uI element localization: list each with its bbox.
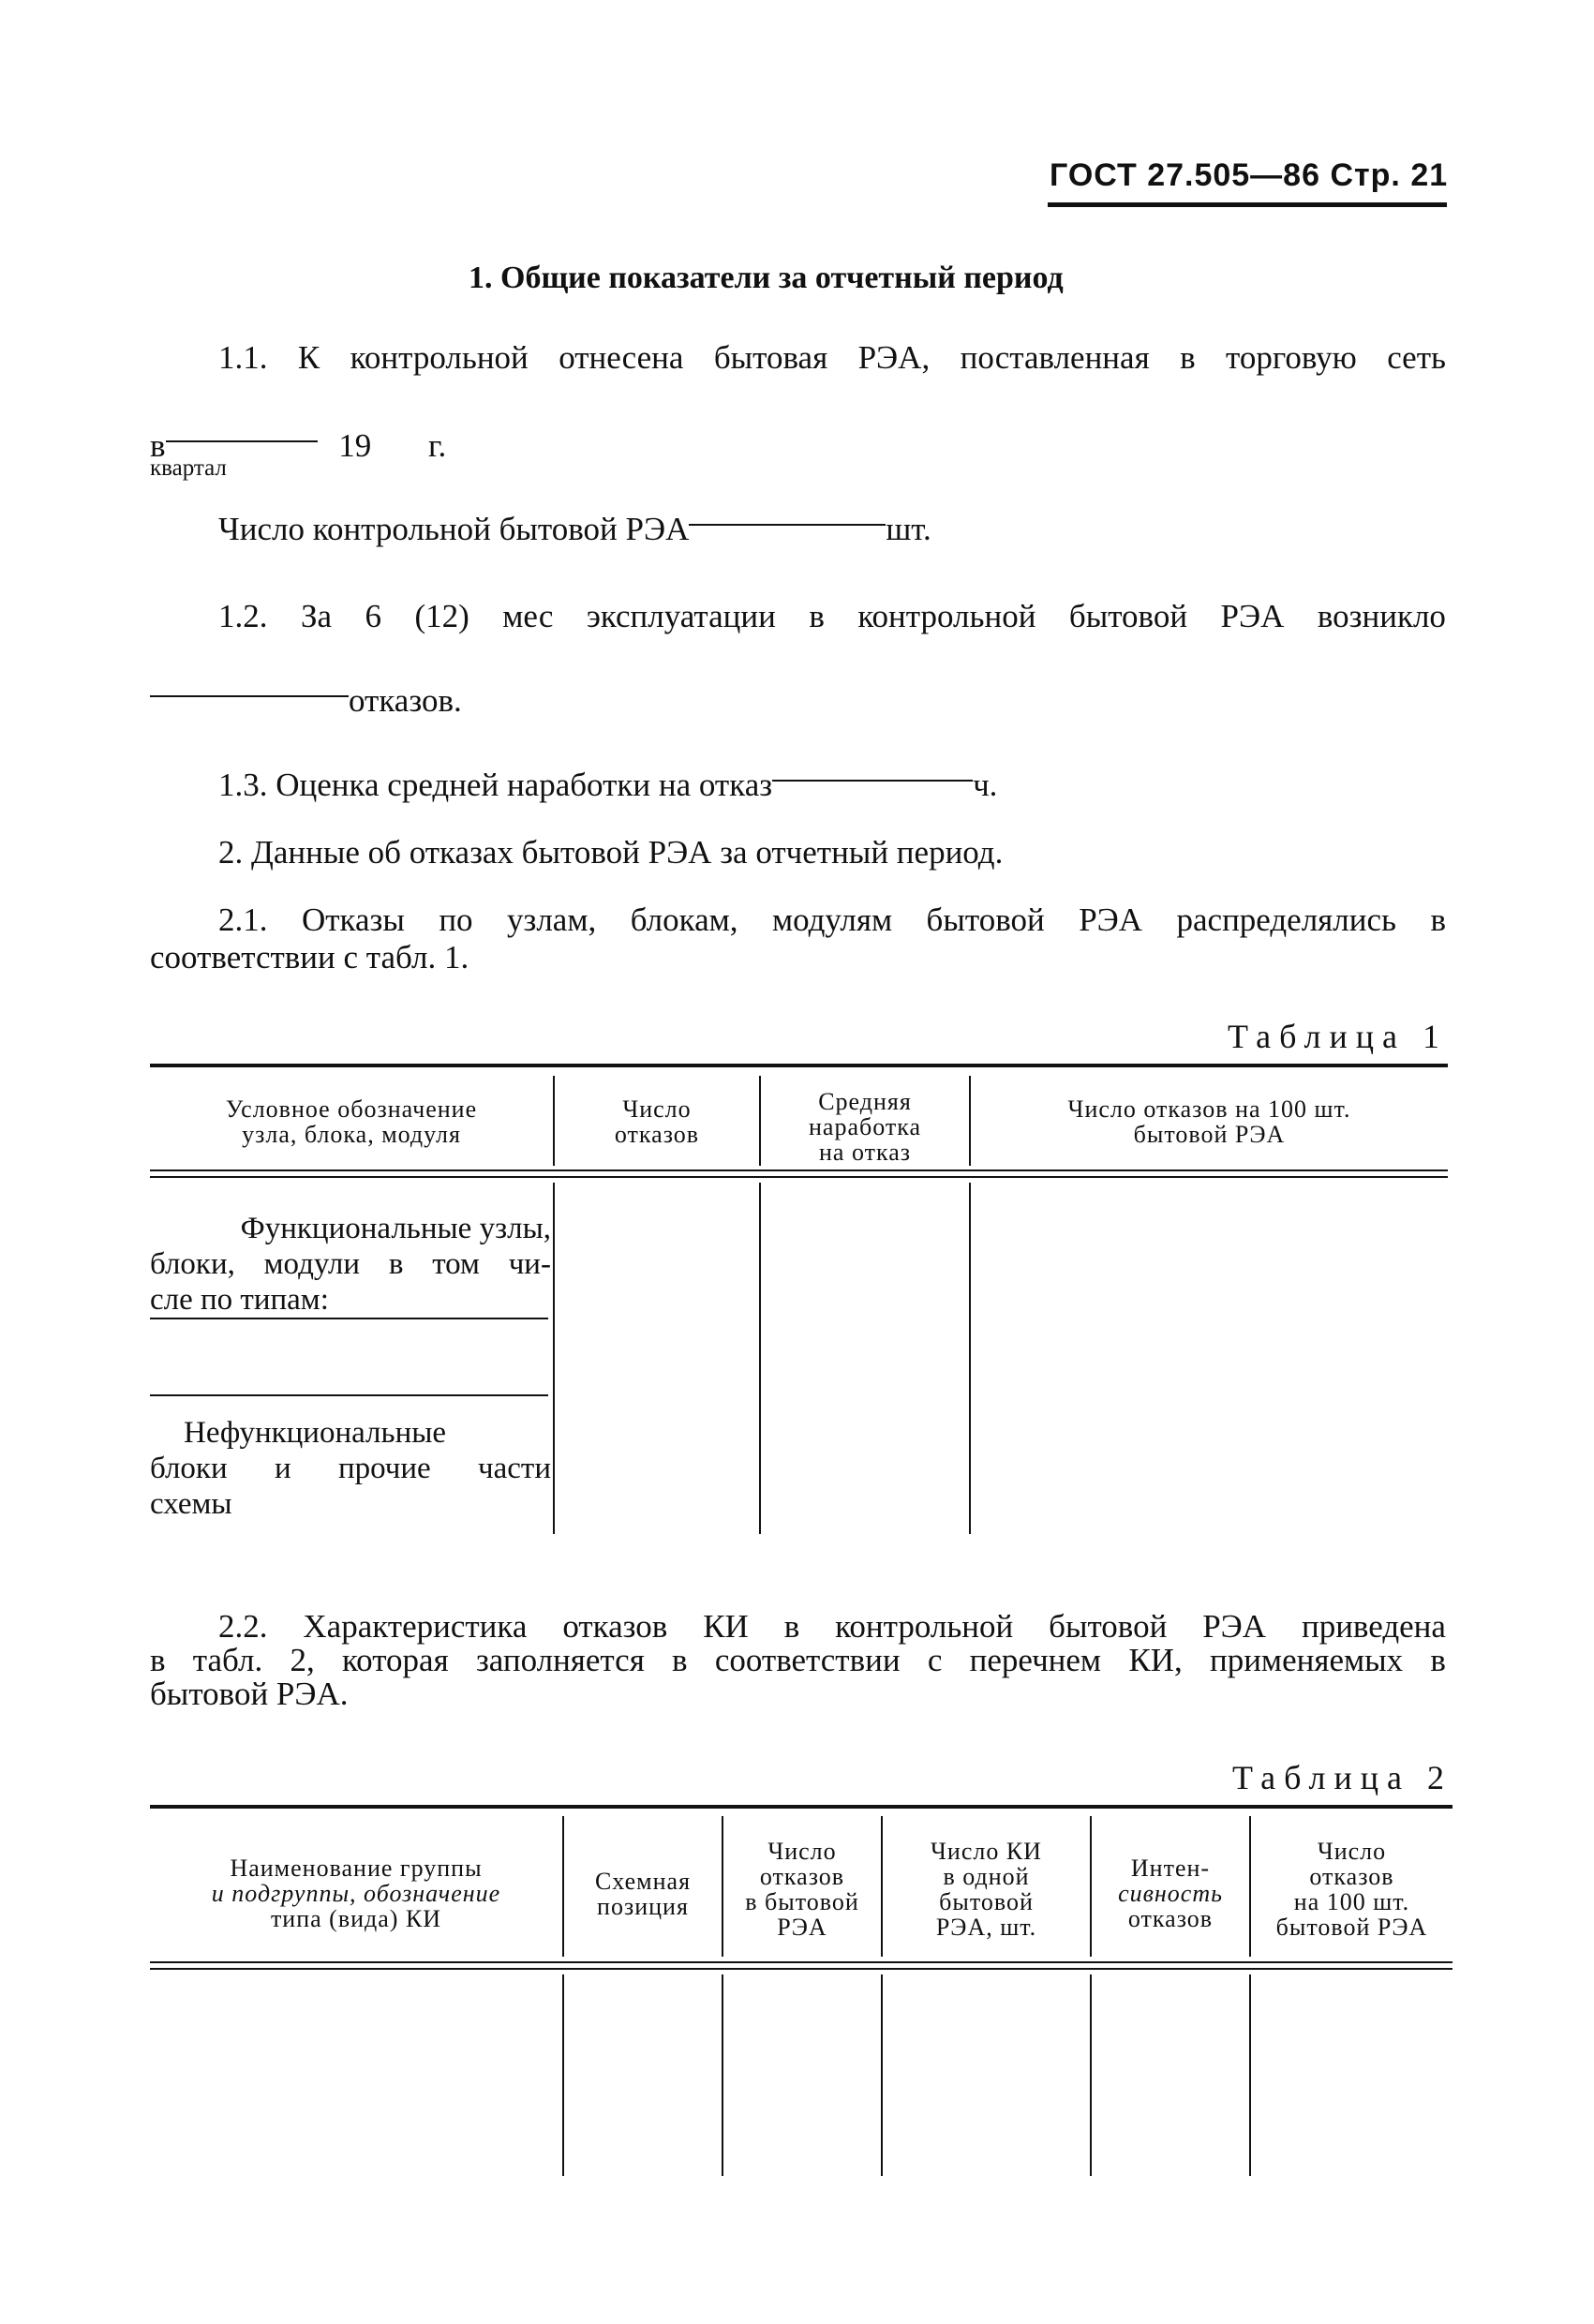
paragraph-2-2-line2-word: соответствии <box>714 1642 901 1678</box>
paragraph-2-1-word: 2.1. <box>218 901 268 938</box>
table-1-row-functional-line2-word: том <box>432 1247 480 1281</box>
table-1-caption: Таблица 1 <box>1228 1018 1448 1055</box>
mtbf-blank <box>772 780 973 782</box>
table-2-header-per100-line4: бытовой РЭА <box>1275 1914 1428 1941</box>
table-2-header-position-line1: Схемная <box>594 1868 692 1895</box>
paragraph-1-1-word: в <box>1180 339 1196 376</box>
paragraph-2-2-line1-word: Характеристика <box>303 1608 528 1645</box>
year-suffix: г. <box>428 427 447 464</box>
table-1-row-functional-line2-word: модули <box>263 1247 361 1281</box>
paragraph-1-2-word: бытовой <box>1068 598 1188 634</box>
table-1-row-nonfunctional <box>150 1415 551 1522</box>
table-1-row-functional-line1: Функциональные узлы, <box>240 1212 551 1245</box>
paragraph-1-1-word: бытовая <box>713 339 828 376</box>
paragraph-2-1-word: бытовой <box>926 901 1045 938</box>
table-2-header-name-line1: Наименование группы <box>230 1855 483 1882</box>
table-2-header-failures-line1: Число <box>767 1838 837 1865</box>
table-1-vline-b2 <box>759 1183 761 1534</box>
table-2-header-position-line2: позиция <box>597 1893 689 1920</box>
paragraph-1-2-word: За <box>300 598 333 634</box>
table-2-header-intensity <box>1092 1855 1249 1931</box>
table-2-header-per100-line1: Число <box>1317 1838 1387 1865</box>
table-1-header-rule-b <box>150 1176 1448 1178</box>
paragraph-1-2-word: 1.2. <box>218 598 268 634</box>
paragraph-2-1-word: Отказы <box>301 901 405 938</box>
paragraph-1-1-word: поставленная <box>960 339 1150 376</box>
table-2-header-per100 <box>1251 1839 1452 1940</box>
table-2-vline-b3 <box>881 1974 883 2176</box>
section-2-title: 2. Данные об отказах бытовой РЭА за отчетный период. <box>218 834 1004 871</box>
paragraph-2-2-line1-word: РЭА <box>1202 1608 1267 1645</box>
table-2-header-failures-line2: отказов <box>759 1863 845 1890</box>
paragraph-2-2-line2-word: в <box>672 1642 688 1678</box>
table-1-subrow-rule-1 <box>150 1318 548 1319</box>
paragraph-1-2-word: (12) <box>414 598 469 634</box>
paragraph-1-2-word: контрольной <box>857 598 1036 634</box>
table-1-row-functional-line2-word: блоки, <box>150 1247 235 1281</box>
table-2-vline-b5 <box>1249 1974 1251 2176</box>
table-1-row-nonfunctional-line3: схемы <box>150 1487 232 1521</box>
table-2-header-ki-count-line2: в одной <box>943 1863 1030 1890</box>
table-1-header-mtbf-line3: на отказ <box>818 1139 912 1166</box>
table-2-vline-b1 <box>562 1974 564 2176</box>
table-2-header-ki-count-line4: РЭА, шт. <box>935 1914 1037 1941</box>
quarter-caption: квартал <box>150 455 227 481</box>
table-1-subrow-rule-2 <box>150 1394 548 1396</box>
table-1-header-mtbf <box>761 1089 969 1165</box>
paragraph-2-2-line2-word: с <box>927 1642 943 1678</box>
table-2-vline-b2 <box>722 1974 723 2176</box>
table-1-row-functional-line2-word: в <box>388 1247 404 1281</box>
paragraph-2-1-line2: соответствии с табл. 1. <box>150 939 469 976</box>
table-1-header-designation-line2: узла, блока, модуля <box>242 1121 461 1148</box>
table-2-header-ki-count <box>883 1839 1090 1940</box>
table-2-header-name-line2: и подгруппы, обозначение <box>211 1880 501 1907</box>
paragraph-2-2-line1-word: бытовой <box>1049 1608 1168 1645</box>
paragraph-2-1-word: по <box>439 901 473 938</box>
table-2-header-failures-line3: в бытовой <box>745 1888 859 1915</box>
quarter-prefix: в <box>150 427 166 464</box>
paragraph-2-1-line1 <box>218 901 1446 939</box>
table-2-header-position <box>564 1869 722 1919</box>
paragraph-2-2-line1-word: приведена <box>1301 1608 1446 1645</box>
table-1-header-rule-a <box>150 1169 1448 1171</box>
header-rule <box>1048 202 1447 207</box>
table-1-row-functional-line2-word: чи- <box>508 1247 551 1281</box>
paragraph-1-1-word: отнесена <box>559 339 684 376</box>
paragraph-2-2-line2-word: перечнем <box>969 1642 1102 1678</box>
paragraph-1-1-word: сеть <box>1387 339 1446 376</box>
paragraph-2-1-word: модулям <box>771 901 893 938</box>
paragraph-1-2-word: РЭА <box>1220 598 1285 634</box>
paragraph-2-1-word: блокам, <box>630 901 738 938</box>
table-1-header-mtbf-line1: Средняя <box>818 1088 912 1115</box>
failures-line <box>150 682 462 720</box>
table-2-header-name <box>150 1855 562 1931</box>
table-1-header-designation-line1: Условное обозначение <box>225 1095 478 1123</box>
paragraph-2-2-line2-word: 2, <box>290 1642 315 1678</box>
page-header-standard: ГОСТ 27.505—86 Стр. 21 <box>1050 157 1449 193</box>
control-count-unit: шт. <box>886 511 931 547</box>
table-1-header-designation <box>150 1096 553 1147</box>
table-1-header-failures-line1: Число <box>622 1095 692 1123</box>
table-2-header-rule-a <box>150 1961 1452 1963</box>
paragraph-2-1-word: в <box>1430 901 1446 938</box>
table-1-row-functional <box>150 1211 551 1318</box>
paragraph-2-2-line2-word: табл. <box>192 1642 263 1678</box>
control-count-label: Число контрольной бытовой РЭА <box>218 511 690 547</box>
paragraph-1-2-word: эксплуатации <box>586 598 776 634</box>
table-2-header-ki-count-line1: Число КИ <box>931 1838 1042 1865</box>
paragraph-1-1-word: торговую <box>1226 339 1357 376</box>
control-count-blank <box>689 524 886 526</box>
quarter-blank <box>166 440 318 442</box>
paragraph-2-2-line2 <box>150 1642 1446 1679</box>
table-2-header-rule-b <box>150 1968 1452 1970</box>
paragraph-2-2-line2-word: в <box>1430 1642 1446 1678</box>
table-1-row-nonfunctional-line2-word: части <box>478 1452 551 1485</box>
mtbf-label: 1.3. Оценка средней наработки на отказ <box>218 767 773 803</box>
table-1-row-nonfunctional-line2-word: блоки <box>150 1452 228 1485</box>
table-1-header-per100-line1: Число отказов на 100 шт. <box>1067 1095 1351 1123</box>
table-1-vline-b3 <box>969 1183 971 1534</box>
paragraph-2-1-word: распределялись <box>1176 901 1396 938</box>
table-1-row-functional-line3: сле по типам: <box>150 1283 329 1317</box>
paragraph-2-1-word: РЭА <box>1079 901 1143 938</box>
paragraph-2-2-line2-word: в <box>150 1642 166 1678</box>
paragraph-2-1-word: узлам, <box>507 901 597 938</box>
paragraph-2-2-line1-word: отказов <box>562 1608 668 1645</box>
paragraph-2-2-line1-word: КИ <box>703 1608 749 1645</box>
paragraph-1-2-word: мес <box>502 598 554 634</box>
table-1-vline-b1 <box>553 1183 555 1534</box>
table-2-header-per100-line3: на 100 шт. <box>1293 1888 1410 1915</box>
paragraph-1-3 <box>218 767 997 804</box>
section-1-title: 1. Общие показатели за отчетный период <box>469 261 1064 295</box>
table-1-row-nonfunctional-line2 <box>150 1451 551 1486</box>
paragraph-2-2-line2-word: применяемых <box>1209 1642 1404 1678</box>
table-2-header-ki-count-line3: бытовой <box>939 1888 1034 1915</box>
table-1-header-per100 <box>971 1096 1448 1147</box>
table-2-header-intensity-line2: сивность <box>1118 1880 1223 1907</box>
table-1-row-functional-line2 <box>150 1246 551 1282</box>
paragraph-1-1-word: 1.1. <box>218 339 268 376</box>
paragraph-1-1-word: контрольной <box>350 339 529 376</box>
table-1-header-failures <box>555 1096 759 1147</box>
table-1-header-failures-line2: отказов <box>614 1121 700 1148</box>
table-2-top-rule <box>150 1805 1452 1809</box>
mtbf-unit: ч. <box>973 767 998 803</box>
table-1-header-per100-line2: бытовой РЭА <box>1133 1121 1286 1148</box>
paragraph-2-2-line2-word: КИ, <box>1128 1642 1183 1678</box>
table-2-vline-b4 <box>1090 1974 1092 2176</box>
paragraph-2-2-line1-word: в <box>783 1608 800 1645</box>
failures-suffix: отказов. <box>349 682 462 719</box>
paragraph-1-1-word: К <box>297 339 320 376</box>
paragraph-1-2-word: возникло <box>1317 598 1446 634</box>
paragraph-1-1-word: РЭА, <box>857 339 931 376</box>
paragraph-2-2-line3: бытовой РЭА. <box>150 1676 349 1712</box>
paragraph-1-2-word: 6 <box>365 598 382 634</box>
table-1-row-nonfunctional-line2-word: прочие <box>337 1452 431 1485</box>
table-1-header-mtbf-line2: наработка <box>808 1113 922 1140</box>
table-1-top-rule <box>150 1064 1448 1067</box>
table-2-header-intensity-line3: отказов <box>1127 1905 1214 1932</box>
year-label: 19 <box>338 427 372 464</box>
paragraph-2-2-line1-word: 2.2. <box>218 1608 268 1645</box>
table-1-row-nonfunctional-line1: Нефункциональные <box>184 1416 447 1450</box>
table-2-header-failures <box>723 1839 881 1940</box>
paragraph-1-1 <box>218 339 1446 377</box>
paragraph-2-2-line2-word: заполняется <box>475 1642 645 1678</box>
paragraph-2-2-line1-word: контрольной <box>835 1608 1014 1645</box>
control-count-line <box>218 511 931 548</box>
table-2-header-failures-line4: РЭА <box>777 1914 827 1941</box>
table-2-header-name-line3: типа (вида) КИ <box>270 1905 442 1932</box>
paragraph-2-2-line1 <box>218 1608 1446 1646</box>
paragraph-2-2-line2-word: которая <box>341 1642 449 1678</box>
table-2-header-per100-line2: отказов <box>1309 1863 1394 1890</box>
table-2-header-intensity-line1: Интен- <box>1130 1855 1211 1882</box>
table-2-caption: Таблица 2 <box>1232 1759 1452 1796</box>
paragraph-1-2 <box>218 598 1446 635</box>
failures-blank <box>150 695 349 697</box>
table-1-row-nonfunctional-line2-word: и <box>274 1452 291 1485</box>
paragraph-1-2-word: в <box>809 598 825 634</box>
